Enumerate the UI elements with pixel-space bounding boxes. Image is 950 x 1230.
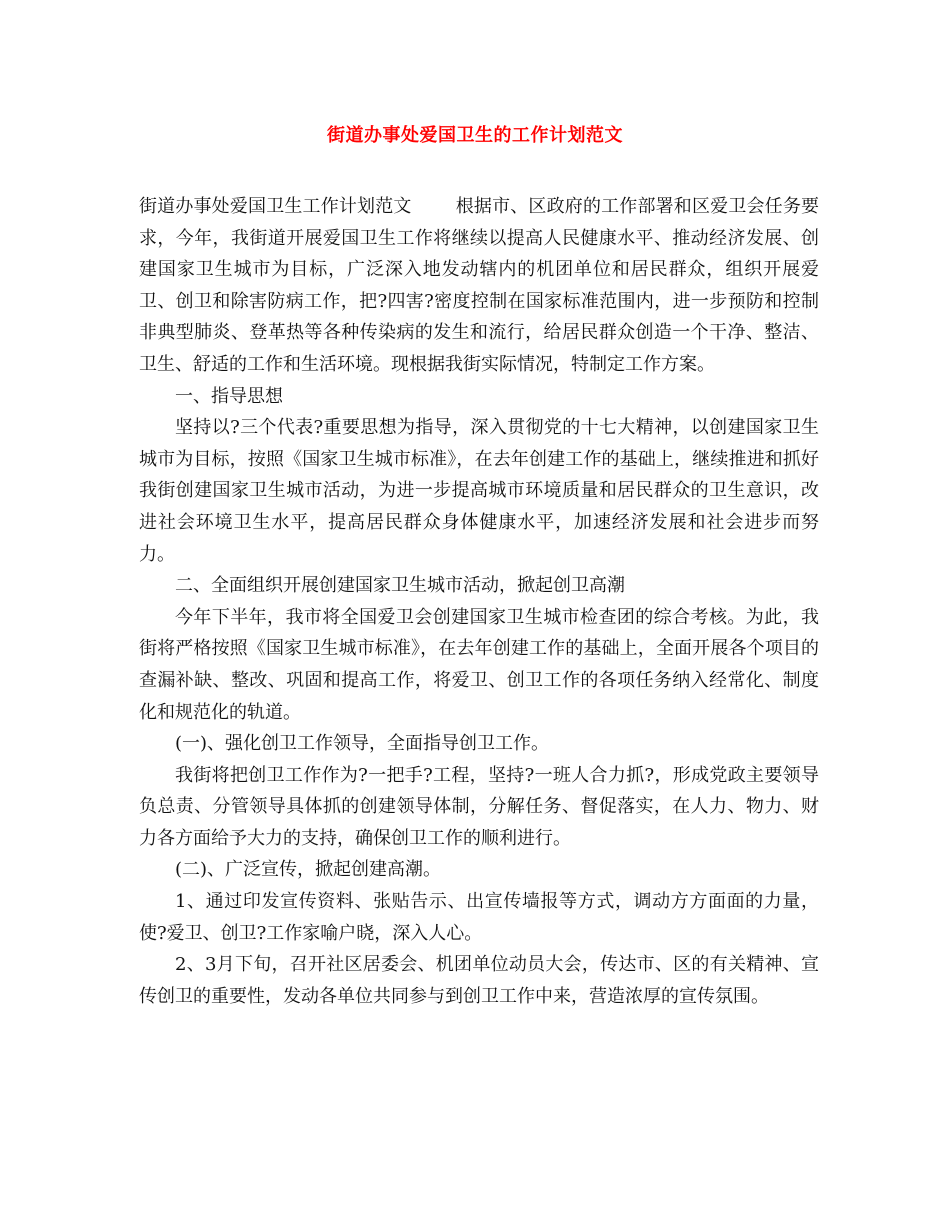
subsection-heading-1: (一)、强化创卫工作领导，全面指导创卫工作。 [175,733,550,755]
paragraph-guiding-thought: 坚持以?三个代表?重要思想为指导，深入贯彻党的十七大精神，以创建国家卫生城市为目标，按照《国家卫生城市标准》，在去年创建工作的基础上，继续推进和抓好我街创建国家卫生城市活动，为进一步提高城市环境质量和居民群众的卫生意识，改进社会环境卫生水平，提高居民群众身体健康水平，加速经济发展和社会进步而努力。 [139,417,819,565]
section-heading-2: 二、全面组织开展创建国家卫生城市活动，掀起创卫高潮 [175,575,625,597]
document-title: 街道办事处爱国卫生的工作计划范文 [327,125,623,146]
paragraph-leadership: 我街将把创卫工作作为?一把手?工程，坚持?一班人合力抓?，形成党政主要领导负总责、分管领导具体抓的创建领导体制，分解任务、督促落实，在人力、物力、财力各方面给予大力的支持，确保创卫工作的顺利进行。 [139,764,819,849]
paragraph-inspection: 今年下半年，我市将全国爱卫会创建国家卫生城市检查团的综合考核。为此，我街将严格按照《国家卫生城市标准》，在去年创建工作的基础上，全面开展各个项目的查漏补缺、整改、巩固和提高工作，将爱卫、创卫工作的各项任务纳入经常化、制度化和规范化的轨道。 [139,606,819,723]
section-heading-1: 一、指导思想 [175,385,283,407]
list-item-1: 1、通过印发宣传资料、张贴告示、出宣传墙报等方式，调动方方面面的力量，使?爱卫、创卫?工作家喻户晓，深入人心。 [139,891,819,944]
document-body [139,191,819,1012]
intro-paragraph [139,191,819,381]
intro-body: 根据市、区政府的工作部署和区爱卫会任务要求，今年，我街道开展爱国卫生工作将继续以提高人民健康水平、推动经济发展、创建国家卫生城市为目标，广泛深入地发动辖内的机团单位和居民群众，组织开展爱卫、创卫和除害防病工作，把?四害?密度控制在国家标准范围内，进一步预防和控制非典型肺炎、登革热等各种传染病的发生和流行，给居民群众创造一个干净、整洁、卫生、舒适的工作和生活环境。现根据我街实际情况，特制定工作方案。 [139,196,820,375]
intro-heading: 街道办事处爱国卫生工作计划范文 [139,196,412,217]
subsection-heading-2: (二)、广泛宣传，掀起创建高潮。 [175,859,442,881]
list-item-2: 2、3月下旬，召开社区居委会、机团单位动员大会，传达市、区的有关精神、宣传创卫的重要性，发动各单位共同参与到创卫工作中来，营造浓厚的宣传氛围。 [139,954,819,1007]
